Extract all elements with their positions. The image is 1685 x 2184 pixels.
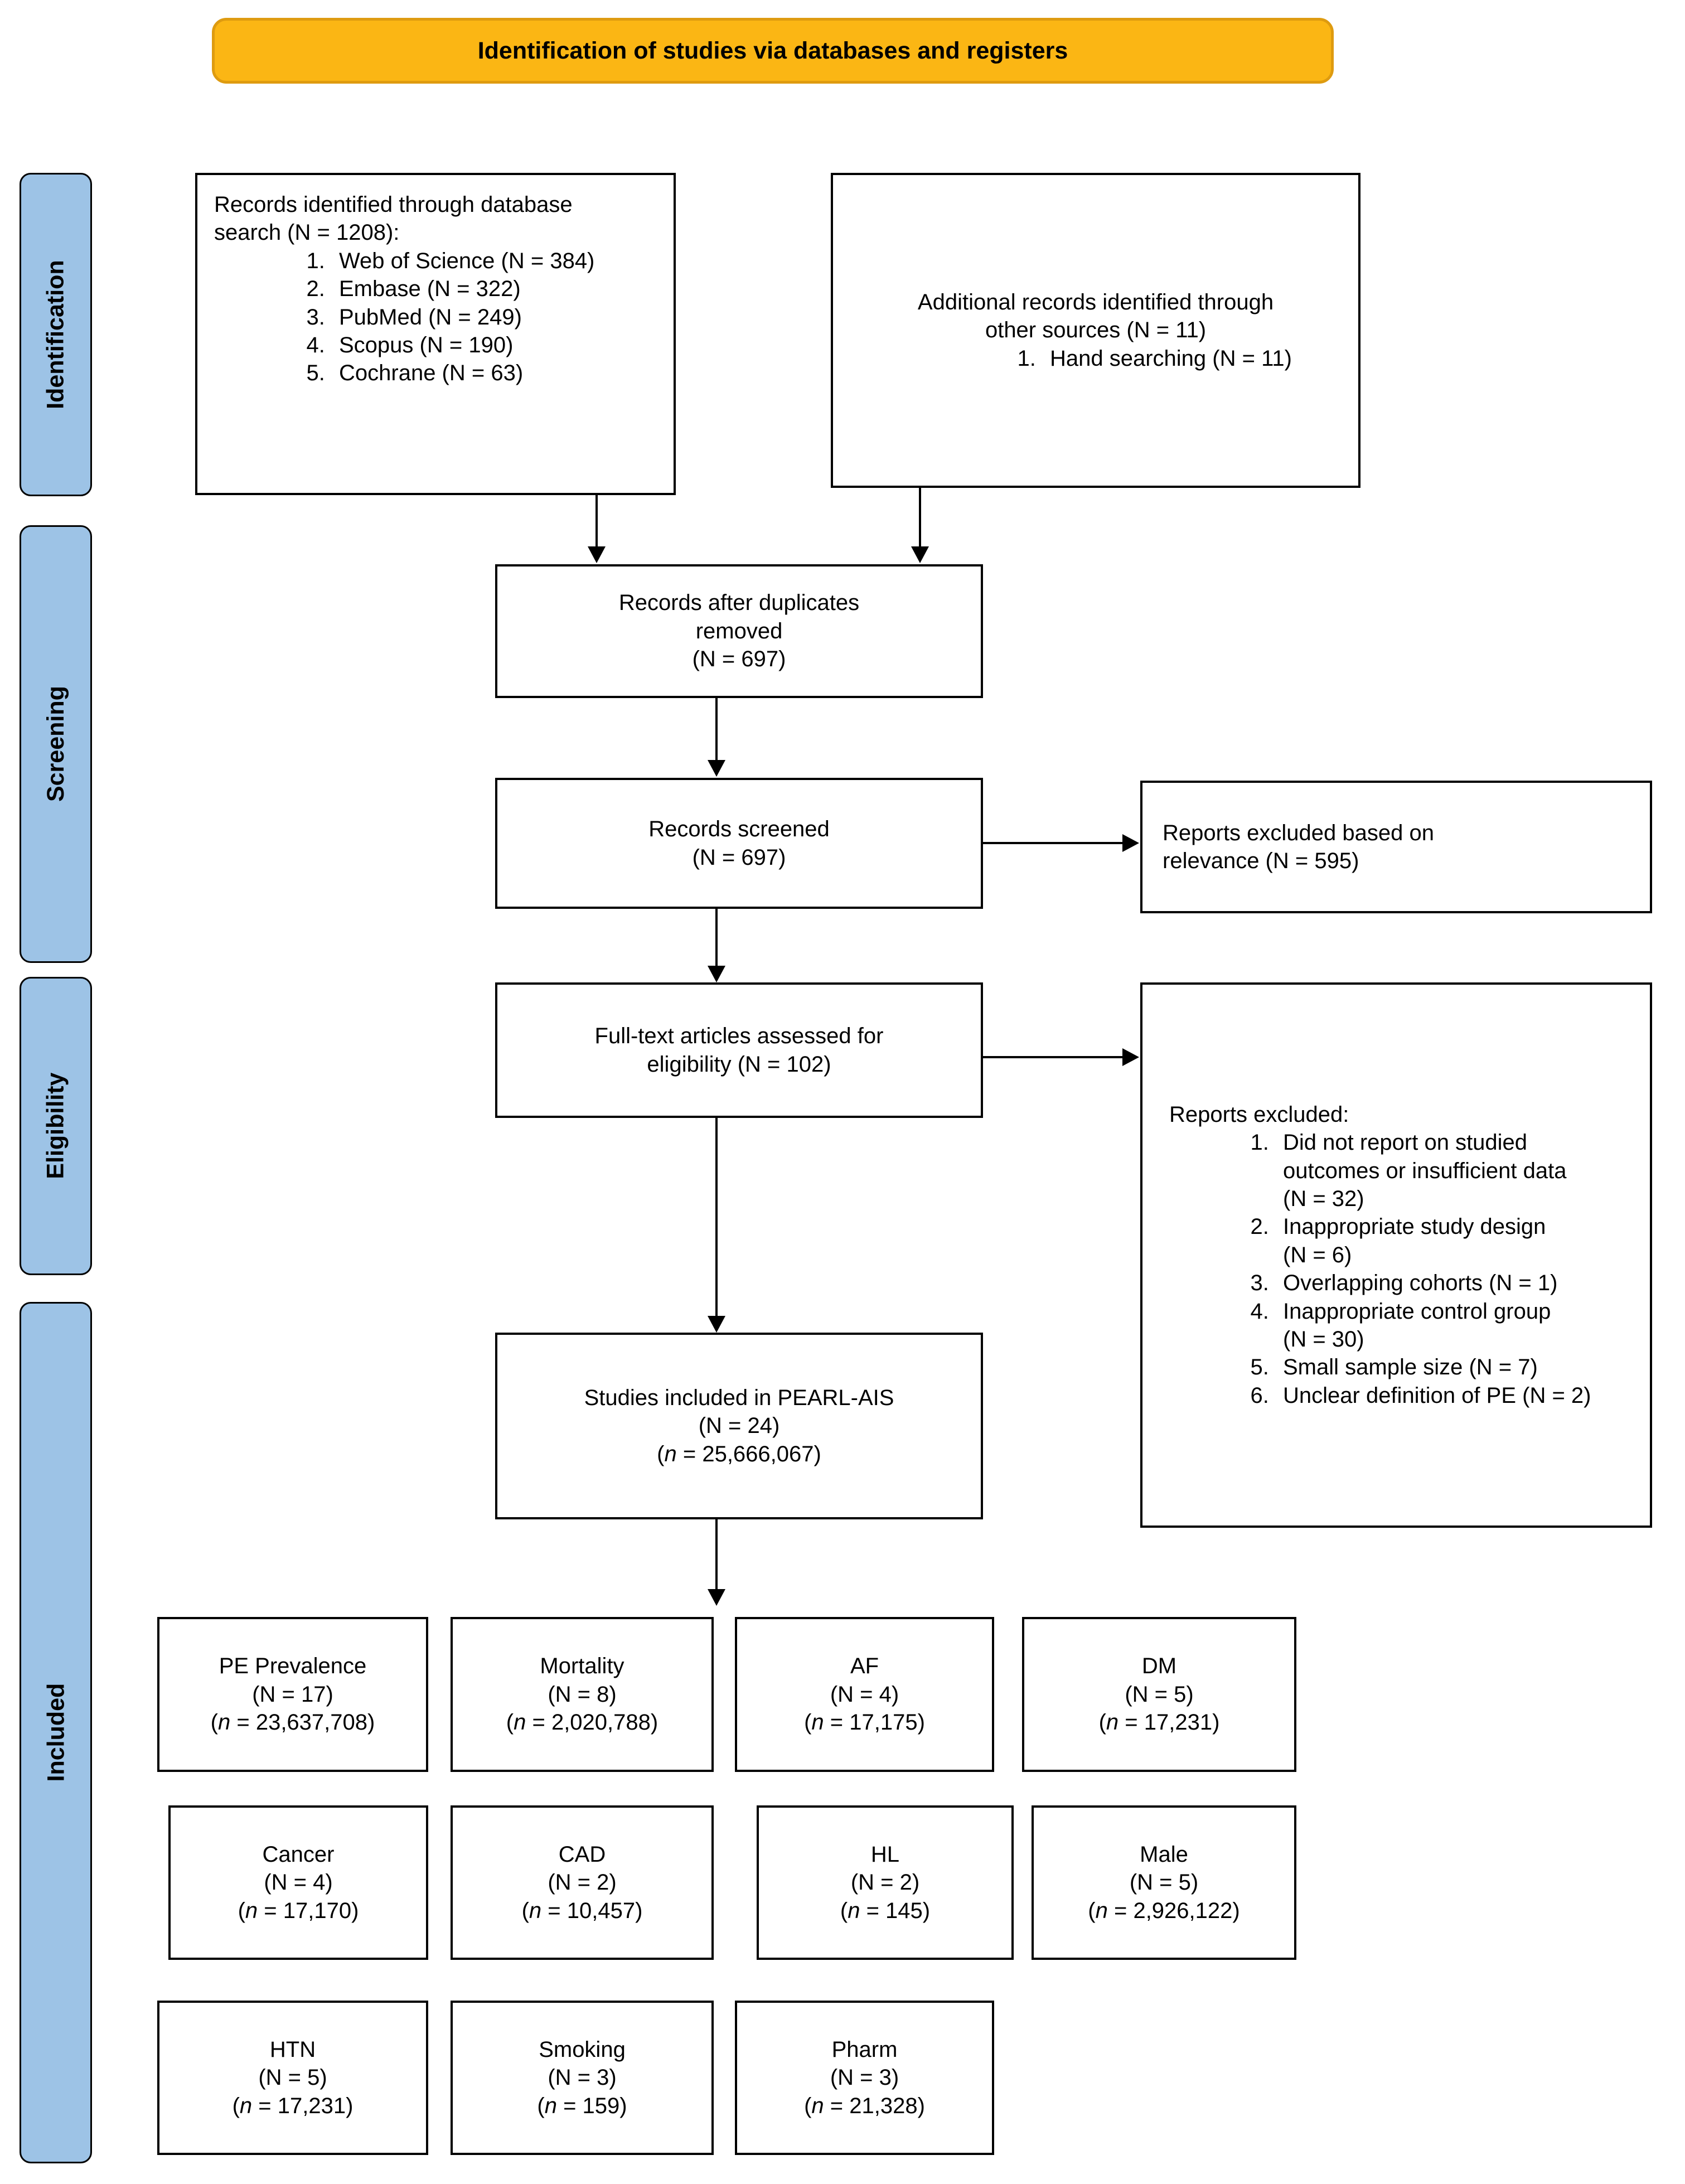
outcome-title: HL	[870, 1842, 900, 1867]
box-outcome-af	[735, 1617, 994, 1772]
list-item: 5. Small sample size (N = 7)	[1275, 1353, 1618, 1381]
database-list	[214, 247, 657, 388]
other-sources-list	[992, 345, 1358, 372]
outcome-count: (N = 17)	[252, 1682, 333, 1707]
arrow-screened-to-excluded-line	[983, 842, 1125, 844]
arrow-screened-to-fulltext-line	[715, 909, 718, 967]
list-item: 4. Inappropriate control group (N = 30)	[1275, 1297, 1618, 1354]
arrow-fulltext-to-reportsexcluded-head-icon	[1122, 1048, 1139, 1066]
box-records-screened-count: (N = 697)	[692, 845, 786, 870]
stage-identification-label: Identification	[42, 260, 69, 409]
outcome-title: Male	[1140, 1842, 1188, 1867]
outcome-count: (N = 8)	[548, 1682, 617, 1707]
list-item: 2. Embase (N = 322)	[331, 275, 616, 303]
outcome-n: (n = 17,175)	[804, 1710, 925, 1735]
outcome-title: Smoking	[539, 2037, 626, 2062]
outcome-n: (n = 2,020,788)	[506, 1710, 658, 1735]
arrow-included-to-outcomes-head-icon	[708, 1589, 725, 1606]
arrow-duplicates-to-screened-head-icon	[708, 760, 725, 777]
arrow-screened-to-excluded-head-icon	[1122, 834, 1139, 852]
box-included-studies-title: Studies included in PEARL-AIS	[584, 1385, 894, 1410]
box-outcome-male	[1032, 1805, 1296, 1960]
outcome-count: (N = 2)	[850, 1870, 920, 1895]
box-database-search	[195, 173, 676, 495]
outcome-title: Mortality	[540, 1654, 624, 1679]
box-included-studies	[495, 1333, 983, 1519]
arrow-dbsearch-to-duplicates-head-icon	[588, 546, 606, 563]
box-outcome-hl	[757, 1805, 1014, 1960]
list-item: 5. Cochrane (N = 63)	[331, 359, 616, 387]
box-excluded-relevance-text: Reports excluded based on relevance (N = 595)	[1163, 820, 1434, 873]
box-reports-excluded	[1140, 982, 1652, 1528]
list-item: 1. Web of Science (N = 384)	[331, 247, 616, 275]
arrow-included-to-outcomes-line	[715, 1519, 718, 1590]
stage-screening	[20, 525, 92, 963]
list-item: 4. Scopus (N = 190)	[331, 331, 616, 359]
box-fulltext-assessed-title: Full-text articles assessed for eligibility (N = 102)	[594, 1024, 884, 1077]
box-outcome-pe-prevalence	[157, 1617, 428, 1772]
box-outcome-cancer	[168, 1805, 428, 1960]
box-included-studies-count: (N = 24)	[698, 1413, 780, 1439]
box-other-sources	[831, 173, 1360, 488]
list-item: 3. PubMed (N = 249)	[331, 303, 616, 331]
box-fulltext-assessed	[495, 982, 983, 1118]
stage-included-label: Included	[42, 1683, 69, 1782]
outcome-n: (n = 17,170)	[238, 1898, 359, 1923]
box-duplicates-removed	[495, 564, 983, 698]
list-item: 2. Inappropriate study design (N = 6)	[1275, 1213, 1618, 1269]
box-outcome-cad	[451, 1805, 714, 1960]
arrow-othersources-to-duplicates-head-icon	[911, 546, 929, 563]
outcome-count: (N = 4)	[264, 1870, 333, 1895]
list-item: 3. Overlapping cohorts (N = 1)	[1275, 1269, 1618, 1297]
outcome-n: (n = 17,231)	[1098, 1710, 1220, 1735]
outcome-n: (n = 17,231)	[232, 2093, 354, 2118]
box-outcome-pharm	[735, 2001, 994, 2155]
arrow-othersources-to-duplicates-line	[919, 488, 921, 548]
outcome-title: Pharm	[831, 2037, 898, 2062]
outcome-count: (N = 3)	[548, 2065, 617, 2090]
arrow-dbsearch-to-duplicates-line	[595, 495, 598, 548]
outcome-count: (N = 3)	[830, 2065, 899, 2090]
outcome-count: (N = 2)	[548, 1870, 617, 1895]
box-outcome-smoking	[451, 2001, 714, 2155]
outcome-n: (n = 23,637,708)	[210, 1710, 375, 1735]
outcome-n: (n = 21,328)	[804, 2093, 925, 2118]
outcome-title: Cancer	[262, 1842, 335, 1867]
box-records-screened	[495, 778, 983, 909]
box-records-screened-title: Records screened	[648, 817, 830, 842]
box-other-sources-intro: Additional records identified through other sources (N = 11)	[917, 289, 1274, 343]
box-excluded-relevance	[1140, 781, 1652, 913]
box-database-search-intro: Records identified through database search (N = 1208):	[214, 192, 573, 245]
box-reports-excluded-intro: Reports excluded:	[1169, 1102, 1349, 1127]
outcome-title: DM	[1141, 1654, 1177, 1679]
stage-identification	[20, 173, 92, 496]
outcome-count: (N = 5)	[258, 2065, 327, 2090]
outcome-title: HTN	[269, 2037, 316, 2062]
arrow-fulltext-to-included-head-icon	[708, 1316, 725, 1333]
outcome-n: (n = 145)	[840, 1898, 931, 1923]
stage-eligibility-label: Eligibility	[42, 1072, 69, 1180]
outcome-n: (n = 159)	[537, 2093, 627, 2118]
stage-screening-label: Screening	[42, 686, 69, 802]
list-item: 6. Unclear definition of PE (N = 2)	[1275, 1382, 1618, 1410]
box-outcome-htn	[157, 2001, 428, 2155]
box-outcome-mortality	[451, 1617, 714, 1772]
list-item: 1. Hand searching (N = 11)	[1042, 345, 1358, 372]
box-duplicates-removed-count: (N = 697)	[692, 647, 786, 672]
outcome-n: (n = 10,457)	[521, 1898, 643, 1923]
arrow-fulltext-to-included-line	[715, 1118, 718, 1317]
outcome-title: CAD	[558, 1842, 606, 1867]
arrow-fulltext-to-reportsexcluded-line	[983, 1056, 1125, 1058]
box-outcome-dm	[1022, 1617, 1296, 1772]
outcome-count: (N = 4)	[830, 1682, 899, 1707]
outcome-count: (N = 5)	[1129, 1870, 1199, 1895]
box-duplicates-removed-title: Records after duplicates removed	[618, 590, 860, 643]
banner-title: Identification of studies via databases and registers	[212, 18, 1334, 84]
outcome-title: AF	[850, 1654, 879, 1679]
arrow-screened-to-fulltext-head-icon	[708, 966, 725, 982]
box-included-studies-n: (n = 25,666,067)	[657, 1441, 821, 1466]
exclusion-reasons-list	[1169, 1129, 1633, 1410]
outcome-count: (N = 5)	[1125, 1682, 1194, 1707]
list-item: 1. Did not report on studied outcomes or insufficient data (N = 32)	[1275, 1129, 1618, 1213]
stage-eligibility	[20, 977, 92, 1275]
arrow-duplicates-to-screened-line	[715, 698, 718, 761]
stage-included	[20, 1302, 92, 2163]
outcome-title: PE Prevalence	[219, 1654, 367, 1679]
outcome-n: (n = 2,926,122)	[1088, 1898, 1240, 1923]
